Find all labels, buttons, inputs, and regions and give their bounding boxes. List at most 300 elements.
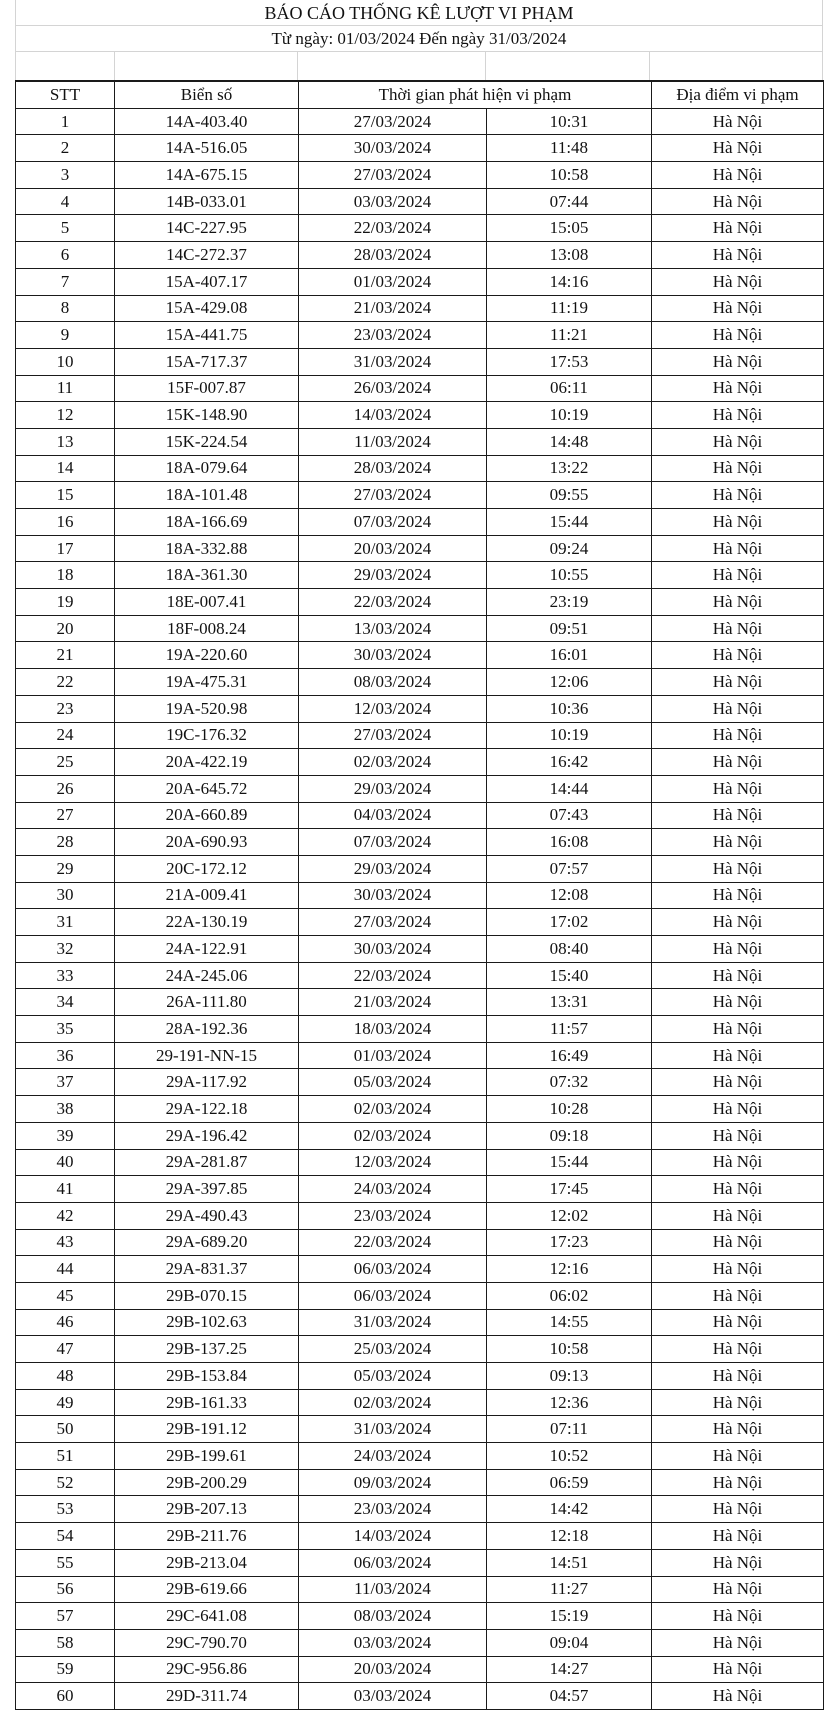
cell-stt: 56	[16, 1576, 115, 1603]
cell-location: Hà Nội	[652, 482, 824, 509]
cell-location: Hà Nội	[652, 669, 824, 696]
cell-date: 23/03/2024	[299, 1496, 487, 1523]
cell-date: 20/03/2024	[299, 1656, 487, 1683]
cell-date: 30/03/2024	[299, 642, 487, 669]
cell-date: 12/03/2024	[299, 695, 487, 722]
table-row	[16, 1443, 824, 1470]
report-title: BÁO CÁO THỐNG KÊ LƯỢT VI PHẠM	[15, 0, 823, 26]
cell-location: Hà Nội	[652, 829, 824, 856]
spacer-cell	[650, 52, 822, 80]
cell-stt: 52	[16, 1469, 115, 1496]
cell-stt: 32	[16, 936, 115, 963]
table-row	[16, 829, 824, 856]
table-row	[16, 722, 824, 749]
table-row	[16, 1176, 824, 1203]
table-row	[16, 589, 824, 616]
cell-time: 12:08	[487, 882, 652, 909]
cell-plate: 20C-172.12	[115, 855, 299, 882]
cell-date: 21/03/2024	[299, 295, 487, 322]
table-row	[16, 215, 824, 242]
table-row	[16, 1282, 824, 1309]
cell-plate: 29A-196.42	[115, 1122, 299, 1149]
cell-time: 17:53	[487, 348, 652, 375]
table-row	[16, 348, 824, 375]
cell-plate: 29B-070.15	[115, 1282, 299, 1309]
table-row	[16, 535, 824, 562]
cell-time: 11:19	[487, 295, 652, 322]
cell-location: Hà Nội	[652, 1122, 824, 1149]
cell-stt: 17	[16, 535, 115, 562]
cell-time: 07:44	[487, 188, 652, 215]
cell-date: 02/03/2024	[299, 1389, 487, 1416]
table-row	[16, 375, 824, 402]
cell-date: 08/03/2024	[299, 1603, 487, 1630]
cell-location: Hà Nội	[652, 642, 824, 669]
spacer-row	[15, 52, 823, 80]
cell-plate: 20A-645.72	[115, 775, 299, 802]
table-row	[16, 1229, 824, 1256]
cell-date: 21/03/2024	[299, 989, 487, 1016]
cell-plate: 19A-475.31	[115, 669, 299, 696]
cell-time: 14:27	[487, 1656, 652, 1683]
cell-stt: 46	[16, 1309, 115, 1336]
cell-time: 14:55	[487, 1309, 652, 1336]
cell-location: Hà Nội	[652, 1363, 824, 1390]
table-row	[16, 1389, 824, 1416]
cell-plate: 29B-153.84	[115, 1363, 299, 1390]
cell-location: Hà Nội	[652, 1656, 824, 1683]
cell-plate: 15F-007.87	[115, 375, 299, 402]
cell-plate: 29B-200.29	[115, 1469, 299, 1496]
cell-stt: 40	[16, 1149, 115, 1176]
cell-location: Hà Nội	[652, 215, 824, 242]
cell-stt: 28	[16, 829, 115, 856]
cell-time: 12:16	[487, 1256, 652, 1283]
cell-location: Hà Nội	[652, 1069, 824, 1096]
cell-plate: 29B-213.04	[115, 1549, 299, 1576]
table-row	[16, 1069, 824, 1096]
cell-time: 10:52	[487, 1443, 652, 1470]
cell-stt: 14	[16, 455, 115, 482]
cell-date: 22/03/2024	[299, 962, 487, 989]
cell-plate: 26A-111.80	[115, 989, 299, 1016]
cell-stt: 21	[16, 642, 115, 669]
cell-plate: 15K-148.90	[115, 402, 299, 429]
cell-plate: 20A-690.93	[115, 829, 299, 856]
cell-stt: 34	[16, 989, 115, 1016]
cell-plate: 29A-831.37	[115, 1256, 299, 1283]
cell-stt: 24	[16, 722, 115, 749]
cell-stt: 4	[16, 188, 115, 215]
cell-date: 13/03/2024	[299, 615, 487, 642]
table-row	[16, 242, 824, 269]
cell-stt: 29	[16, 855, 115, 882]
cell-stt: 50	[16, 1416, 115, 1443]
cell-time: 10:55	[487, 562, 652, 589]
table-row	[16, 1523, 824, 1550]
cell-plate: 20A-660.89	[115, 802, 299, 829]
cell-stt: 11	[16, 375, 115, 402]
cell-stt: 44	[16, 1256, 115, 1283]
table-row	[16, 428, 824, 455]
table-row	[16, 855, 824, 882]
cell-plate: 15K-224.54	[115, 428, 299, 455]
header-stt: STT	[16, 81, 115, 108]
cell-time: 17:45	[487, 1176, 652, 1203]
cell-time: 09:18	[487, 1122, 652, 1149]
cell-stt: 16	[16, 509, 115, 536]
cell-stt: 20	[16, 615, 115, 642]
cell-time: 10:58	[487, 162, 652, 189]
cell-stt: 19	[16, 589, 115, 616]
cell-plate: 29B-102.63	[115, 1309, 299, 1336]
cell-plate: 14A-675.15	[115, 162, 299, 189]
table-row	[16, 1309, 824, 1336]
cell-date: 30/03/2024	[299, 135, 487, 162]
cell-location: Hà Nội	[652, 428, 824, 455]
cell-time: 07:32	[487, 1069, 652, 1096]
cell-location: Hà Nội	[652, 1496, 824, 1523]
cell-date: 30/03/2024	[299, 882, 487, 909]
cell-date: 05/03/2024	[299, 1363, 487, 1390]
cell-plate: 29B-211.76	[115, 1523, 299, 1550]
header-plate: Biển số	[115, 81, 299, 108]
cell-time: 10:58	[487, 1336, 652, 1363]
table-row	[16, 562, 824, 589]
table-row	[16, 936, 824, 963]
table-row	[16, 455, 824, 482]
cell-time: 12:18	[487, 1523, 652, 1550]
cell-time: 14:44	[487, 775, 652, 802]
cell-time: 16:49	[487, 1042, 652, 1069]
cell-location: Hà Nội	[652, 1336, 824, 1363]
cell-location: Hà Nội	[652, 775, 824, 802]
cell-location: Hà Nội	[652, 1202, 824, 1229]
cell-time: 15:40	[487, 962, 652, 989]
spacer-cell	[16, 52, 115, 80]
cell-time: 16:01	[487, 642, 652, 669]
cell-plate: 18E-007.41	[115, 589, 299, 616]
cell-location: Hà Nội	[652, 1309, 824, 1336]
cell-plate: 29A-397.85	[115, 1176, 299, 1203]
cell-location: Hà Nội	[652, 295, 824, 322]
table-row	[16, 1202, 824, 1229]
cell-plate: 29A-117.92	[115, 1069, 299, 1096]
cell-time: 15:05	[487, 215, 652, 242]
cell-time: 10:36	[487, 695, 652, 722]
cell-date: 27/03/2024	[299, 108, 487, 135]
cell-location: Hà Nội	[652, 108, 824, 135]
cell-time: 11:48	[487, 135, 652, 162]
cell-stt: 30	[16, 882, 115, 909]
cell-location: Hà Nội	[652, 1629, 824, 1656]
cell-plate: 29B-191.12	[115, 1416, 299, 1443]
cell-location: Hà Nội	[652, 855, 824, 882]
table-row	[16, 1603, 824, 1630]
cell-stt: 7	[16, 268, 115, 295]
cell-stt: 36	[16, 1042, 115, 1069]
cell-stt: 13	[16, 428, 115, 455]
cell-date: 25/03/2024	[299, 1336, 487, 1363]
cell-time: 15:19	[487, 1603, 652, 1630]
table-row	[16, 1149, 824, 1176]
cell-plate: 29-191-NN-15	[115, 1042, 299, 1069]
cell-stt: 47	[16, 1336, 115, 1363]
cell-plate: 29A-490.43	[115, 1202, 299, 1229]
table-row	[16, 962, 824, 989]
cell-plate: 29B-137.25	[115, 1336, 299, 1363]
cell-time: 09:13	[487, 1363, 652, 1390]
cell-stt: 18	[16, 562, 115, 589]
cell-date: 14/03/2024	[299, 1523, 487, 1550]
cell-time: 09:04	[487, 1629, 652, 1656]
cell-location: Hà Nội	[652, 802, 824, 829]
cell-plate: 15A-429.08	[115, 295, 299, 322]
cell-plate: 29A-122.18	[115, 1096, 299, 1123]
cell-time: 07:11	[487, 1416, 652, 1443]
cell-time: 10:19	[487, 722, 652, 749]
cell-stt: 2	[16, 135, 115, 162]
cell-plate: 14A-403.40	[115, 108, 299, 135]
cell-date: 06/03/2024	[299, 1256, 487, 1283]
cell-time: 10:28	[487, 1096, 652, 1123]
cell-date: 20/03/2024	[299, 535, 487, 562]
cell-stt: 38	[16, 1096, 115, 1123]
cell-time: 17:02	[487, 909, 652, 936]
cell-location: Hà Nội	[652, 375, 824, 402]
cell-time: 10:31	[487, 108, 652, 135]
cell-stt: 53	[16, 1496, 115, 1523]
cell-time: 12:36	[487, 1389, 652, 1416]
cell-time: 09:51	[487, 615, 652, 642]
cell-location: Hà Nội	[652, 909, 824, 936]
cell-stt: 60	[16, 1683, 115, 1710]
table-body	[16, 108, 824, 1709]
cell-location: Hà Nội	[652, 1523, 824, 1550]
table-row	[16, 1256, 824, 1283]
cell-location: Hà Nội	[652, 1282, 824, 1309]
cell-location: Hà Nội	[652, 1416, 824, 1443]
cell-plate: 29B-619.66	[115, 1576, 299, 1603]
cell-date: 24/03/2024	[299, 1176, 487, 1203]
cell-stt: 8	[16, 295, 115, 322]
cell-plate: 22A-130.19	[115, 909, 299, 936]
cell-time: 08:40	[487, 936, 652, 963]
cell-time: 14:42	[487, 1496, 652, 1523]
table-row	[16, 775, 824, 802]
cell-date: 22/03/2024	[299, 215, 487, 242]
table-row	[16, 695, 824, 722]
cell-date: 31/03/2024	[299, 1309, 487, 1336]
cell-location: Hà Nội	[652, 509, 824, 536]
table-row	[16, 482, 824, 509]
cell-plate: 15A-407.17	[115, 268, 299, 295]
cell-time: 15:44	[487, 1149, 652, 1176]
cell-plate: 28A-192.36	[115, 1016, 299, 1043]
cell-location: Hà Nội	[652, 1016, 824, 1043]
cell-stt: 57	[16, 1603, 115, 1630]
cell-date: 29/03/2024	[299, 775, 487, 802]
cell-time: 14:48	[487, 428, 652, 455]
cell-date: 27/03/2024	[299, 482, 487, 509]
cell-plate: 21A-009.41	[115, 882, 299, 909]
cell-date: 11/03/2024	[299, 428, 487, 455]
cell-time: 15:44	[487, 509, 652, 536]
cell-stt: 37	[16, 1069, 115, 1096]
cell-date: 23/03/2024	[299, 322, 487, 349]
cell-plate: 18A-332.88	[115, 535, 299, 562]
cell-plate: 19A-520.98	[115, 695, 299, 722]
cell-date: 28/03/2024	[299, 455, 487, 482]
cell-location: Hà Nội	[652, 348, 824, 375]
table-row	[16, 135, 824, 162]
cell-location: Hà Nội	[652, 1683, 824, 1710]
cell-stt: 33	[16, 962, 115, 989]
cell-plate: 29C-641.08	[115, 1603, 299, 1630]
table-row	[16, 1629, 824, 1656]
cell-time: 14:51	[487, 1549, 652, 1576]
cell-time: 11:21	[487, 322, 652, 349]
cell-stt: 43	[16, 1229, 115, 1256]
table-row	[16, 1683, 824, 1710]
cell-plate: 18A-166.69	[115, 509, 299, 536]
cell-location: Hà Nội	[652, 1042, 824, 1069]
cell-date: 01/03/2024	[299, 1042, 487, 1069]
cell-date: 02/03/2024	[299, 749, 487, 776]
cell-stt: 54	[16, 1523, 115, 1550]
cell-plate: 29C-790.70	[115, 1629, 299, 1656]
cell-stt: 22	[16, 669, 115, 696]
spacer-cell	[115, 52, 299, 80]
cell-time: 09:24	[487, 535, 652, 562]
cell-stt: 42	[16, 1202, 115, 1229]
cell-time: 13:22	[487, 455, 652, 482]
cell-date: 07/03/2024	[299, 829, 487, 856]
cell-time: 11:57	[487, 1016, 652, 1043]
cell-location: Hà Nội	[652, 989, 824, 1016]
cell-date: 24/03/2024	[299, 1443, 487, 1470]
cell-date: 03/03/2024	[299, 1629, 487, 1656]
header-location: Địa điểm vi phạm	[652, 81, 824, 108]
table-row	[16, 882, 824, 909]
cell-stt: 41	[16, 1176, 115, 1203]
table-header-row	[16, 81, 824, 108]
cell-date: 04/03/2024	[299, 802, 487, 829]
cell-time: 13:08	[487, 242, 652, 269]
cell-plate: 29B-161.33	[115, 1389, 299, 1416]
cell-plate: 14C-272.37	[115, 242, 299, 269]
cell-stt: 23	[16, 695, 115, 722]
cell-plate: 18F-008.24	[115, 615, 299, 642]
cell-date: 29/03/2024	[299, 855, 487, 882]
cell-location: Hà Nội	[652, 1096, 824, 1123]
violation-table	[15, 80, 824, 1710]
cell-date: 07/03/2024	[299, 509, 487, 536]
cell-stt: 59	[16, 1656, 115, 1683]
cell-stt: 45	[16, 1282, 115, 1309]
cell-stt: 6	[16, 242, 115, 269]
cell-plate: 29B-207.13	[115, 1496, 299, 1523]
cell-date: 28/03/2024	[299, 242, 487, 269]
cell-time: 17:23	[487, 1229, 652, 1256]
cell-date: 05/03/2024	[299, 1069, 487, 1096]
cell-location: Hà Nội	[652, 242, 824, 269]
cell-stt: 51	[16, 1443, 115, 1470]
cell-plate: 19C-176.32	[115, 722, 299, 749]
cell-plate: 29C-956.86	[115, 1656, 299, 1683]
cell-time: 07:57	[487, 855, 652, 882]
cell-location: Hà Nội	[652, 1549, 824, 1576]
cell-plate: 15A-441.75	[115, 322, 299, 349]
cell-stt: 49	[16, 1389, 115, 1416]
cell-date: 22/03/2024	[299, 1229, 487, 1256]
cell-plate: 29B-199.61	[115, 1443, 299, 1470]
table-row	[16, 295, 824, 322]
cell-stt: 58	[16, 1629, 115, 1656]
cell-stt: 10	[16, 348, 115, 375]
cell-time: 07:43	[487, 802, 652, 829]
cell-location: Hà Nội	[652, 188, 824, 215]
cell-date: 09/03/2024	[299, 1469, 487, 1496]
cell-stt: 25	[16, 749, 115, 776]
cell-date: 31/03/2024	[299, 348, 487, 375]
cell-stt: 31	[16, 909, 115, 936]
cell-plate: 29D-311.74	[115, 1683, 299, 1710]
cell-stt: 9	[16, 322, 115, 349]
cell-plate: 24A-245.06	[115, 962, 299, 989]
cell-location: Hà Nội	[652, 322, 824, 349]
cell-stt: 15	[16, 482, 115, 509]
cell-date: 01/03/2024	[299, 268, 487, 295]
table-row	[16, 1363, 824, 1390]
cell-time: 10:19	[487, 402, 652, 429]
cell-stt: 12	[16, 402, 115, 429]
cell-date: 12/03/2024	[299, 1149, 487, 1176]
cell-location: Hà Nội	[652, 749, 824, 776]
cell-plate: 19A-220.60	[115, 642, 299, 669]
cell-plate: 18A-361.30	[115, 562, 299, 589]
table-row	[16, 188, 824, 215]
table-row	[16, 909, 824, 936]
table-row	[16, 1336, 824, 1363]
cell-date: 03/03/2024	[299, 1683, 487, 1710]
cell-date: 22/03/2024	[299, 589, 487, 616]
cell-plate: 14A-516.05	[115, 135, 299, 162]
cell-stt: 3	[16, 162, 115, 189]
table-row	[16, 162, 824, 189]
cell-date: 26/03/2024	[299, 375, 487, 402]
report-sheet	[15, 0, 823, 1710]
cell-date: 27/03/2024	[299, 162, 487, 189]
cell-time: 16:08	[487, 829, 652, 856]
header-detection-time: Thời gian phát hiện vi phạm	[299, 81, 652, 108]
cell-time: 12:06	[487, 669, 652, 696]
cell-date: 27/03/2024	[299, 909, 487, 936]
report-date-range: Từ ngày: 01/03/2024 Đến ngày 31/03/2024	[15, 26, 823, 52]
cell-date: 23/03/2024	[299, 1202, 487, 1229]
cell-location: Hà Nội	[652, 535, 824, 562]
table-row	[16, 1656, 824, 1683]
cell-location: Hà Nội	[652, 722, 824, 749]
cell-location: Hà Nội	[652, 1443, 824, 1470]
cell-location: Hà Nội	[652, 1229, 824, 1256]
table-row	[16, 322, 824, 349]
spacer-cell	[486, 52, 651, 80]
table-row	[16, 108, 824, 135]
cell-plate: 29A-689.20	[115, 1229, 299, 1256]
cell-plate: 20A-422.19	[115, 749, 299, 776]
table-row	[16, 402, 824, 429]
